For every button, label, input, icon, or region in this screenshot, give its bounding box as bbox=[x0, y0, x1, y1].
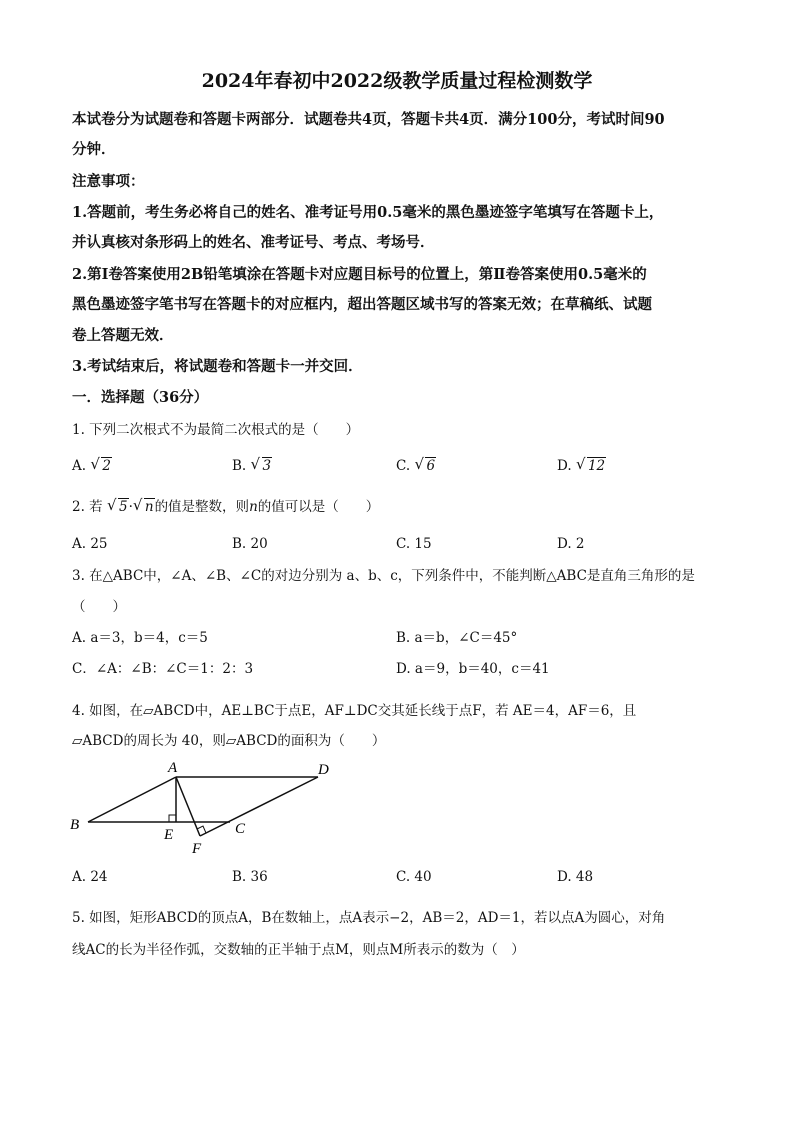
q4-altitude-af bbox=[176, 777, 200, 836]
q3-option-a: A. a＝3，b＝4，c＝5 bbox=[72, 630, 208, 646]
q4-right-angle-e bbox=[169, 815, 176, 822]
q4-parallelogram-figure bbox=[60, 755, 350, 860]
q1-option-b-label: B. bbox=[232, 458, 247, 474]
q4-label-f: F bbox=[192, 841, 202, 857]
note-3: 3.考试结束后，将试题卷和答题卡一并交回． bbox=[72, 358, 363, 375]
note-2-line-2: 黑色墨迹签字笔书写在答题卡的对应框内，超出答题区域书写的答案无效；在草稿纸、试题 bbox=[72, 296, 652, 313]
q1-option-d bbox=[557, 456, 606, 476]
q1-stem: 1. 下列二次根式不为最简二次根式的是（ ） bbox=[72, 422, 360, 438]
q4-label-e: E bbox=[164, 827, 174, 843]
q2-mid: 的值是整数，则 bbox=[154, 499, 250, 515]
q2-variable: n bbox=[249, 499, 258, 515]
intro-line-1: 本试卷分为试题卷和答题卡两部分．试题卷共4页，答题卡共4页．满分100分，考试时间90 bbox=[72, 111, 665, 128]
q4-option-b: B. 36 bbox=[232, 869, 268, 885]
note-2-line-3: 卷上答题无效． bbox=[72, 327, 174, 344]
intro-line-2: 分钟． bbox=[72, 141, 116, 158]
q2-radical-2-value: n bbox=[144, 499, 154, 515]
q2-radical-1: √ 5 bbox=[106, 496, 128, 515]
q1-option-c-value: 6 bbox=[426, 458, 436, 474]
q1-option-a-label: A. bbox=[72, 458, 87, 474]
q2-suffix: 的值可以是（ ） bbox=[257, 499, 380, 515]
q2-option-a: A. 25 bbox=[72, 536, 108, 552]
q2-option-c: C. 15 bbox=[396, 536, 432, 552]
q1-option-c-label: C. bbox=[396, 458, 411, 474]
notes-heading: 注意事项： bbox=[72, 173, 145, 190]
q1-option-b-radical: √ 3 bbox=[250, 455, 272, 474]
q1-option-a-value: 2 bbox=[102, 458, 111, 474]
q3-stem-line-2: （ ） bbox=[72, 599, 126, 615]
q4-label-c: C bbox=[235, 821, 246, 837]
q3-option-c: C．∠A：∠B：∠C＝1：2：3 bbox=[72, 661, 254, 677]
q3-option-b: B. a＝b，∠C＝45° bbox=[396, 630, 518, 646]
q1-option-d-label: D. bbox=[557, 458, 572, 474]
q2-stem bbox=[72, 497, 379, 517]
q1-option-c bbox=[396, 456, 436, 476]
exam-title: 2024年春初中2022级教学质量过程检测数学 bbox=[201, 70, 593, 92]
q2-dot: · bbox=[128, 499, 133, 515]
q4-stem-line-2: ▱ABCD的周长为 40，则▱ABCD的面积为（ ） bbox=[72, 733, 386, 749]
q5-stem-line-2: 线AC的长为半径作弧，交数轴的正半轴于点M，则点M所表示的数为（ ） bbox=[72, 942, 525, 958]
q4-option-c: C. 40 bbox=[396, 869, 432, 885]
q4-label-b: B bbox=[70, 817, 80, 833]
q2-option-d: D. 2 bbox=[557, 536, 585, 552]
q2-option-b: B. 20 bbox=[232, 536, 268, 552]
section-choice-heading: 一．选择题（36分） bbox=[72, 389, 209, 406]
q1-option-a bbox=[72, 456, 112, 476]
note-1-line-2: 并认真核对条形码上的姓名、准考证号、考点、考场号． bbox=[72, 234, 435, 251]
q1-option-c-radical: √ 6 bbox=[414, 455, 436, 474]
q4-label-d: D bbox=[318, 762, 329, 778]
q4-option-a: A. 24 bbox=[72, 869, 108, 885]
q3-stem-line-1: 3. 在△ABC中，∠A、∠B、∠C的对边分别为 a、b、c，下列条件中，不能判断△ABC是直角三角形的是 bbox=[72, 568, 695, 584]
q1-option-b-value: 3 bbox=[262, 458, 272, 474]
q4-label-a: A bbox=[168, 760, 178, 776]
q4-side-ab bbox=[88, 777, 176, 822]
note-1-line-1: 1.答题前，考生务必将自己的姓名、准考证号用0.5毫米的黑色墨迹签字笔填写在答题卡上， bbox=[72, 204, 664, 221]
q5-stem-line-1: 5. 如图，矩形ABCD的顶点A，B在数轴上，点A表示−2，AB＝2，AD＝1，若以点A为圆心，对角 bbox=[72, 910, 666, 926]
q1-option-b bbox=[232, 456, 272, 476]
note-2-line-1: 2.第Ⅰ卷答案使用2B铅笔填涂在答题卡对应题目标号的位置上，第Ⅱ卷答案使用0.5毫米的 bbox=[72, 266, 647, 283]
q3-option-d: D. a＝9，b＝40，c＝41 bbox=[396, 661, 550, 677]
q2-radical-1-value: 5 bbox=[118, 499, 128, 515]
q4-stem-line-1: 4. 如图，在▱ABCD中，AE⊥BC于点E，AF⊥DC交其延长线于点F，若 AE＝4，AF＝6，且 bbox=[72, 703, 637, 719]
q1-option-a-radical: √ 2 bbox=[90, 455, 111, 474]
q4-option-d: D. 48 bbox=[557, 869, 594, 885]
q1-option-d-value: 12 bbox=[587, 458, 606, 474]
q4-side-dc-extended bbox=[200, 777, 318, 836]
q1-option-d-radical: √ 12 bbox=[575, 455, 606, 474]
q2-radical-2: √ n bbox=[132, 496, 154, 515]
q2-prefix: 2. 若 bbox=[72, 499, 103, 515]
